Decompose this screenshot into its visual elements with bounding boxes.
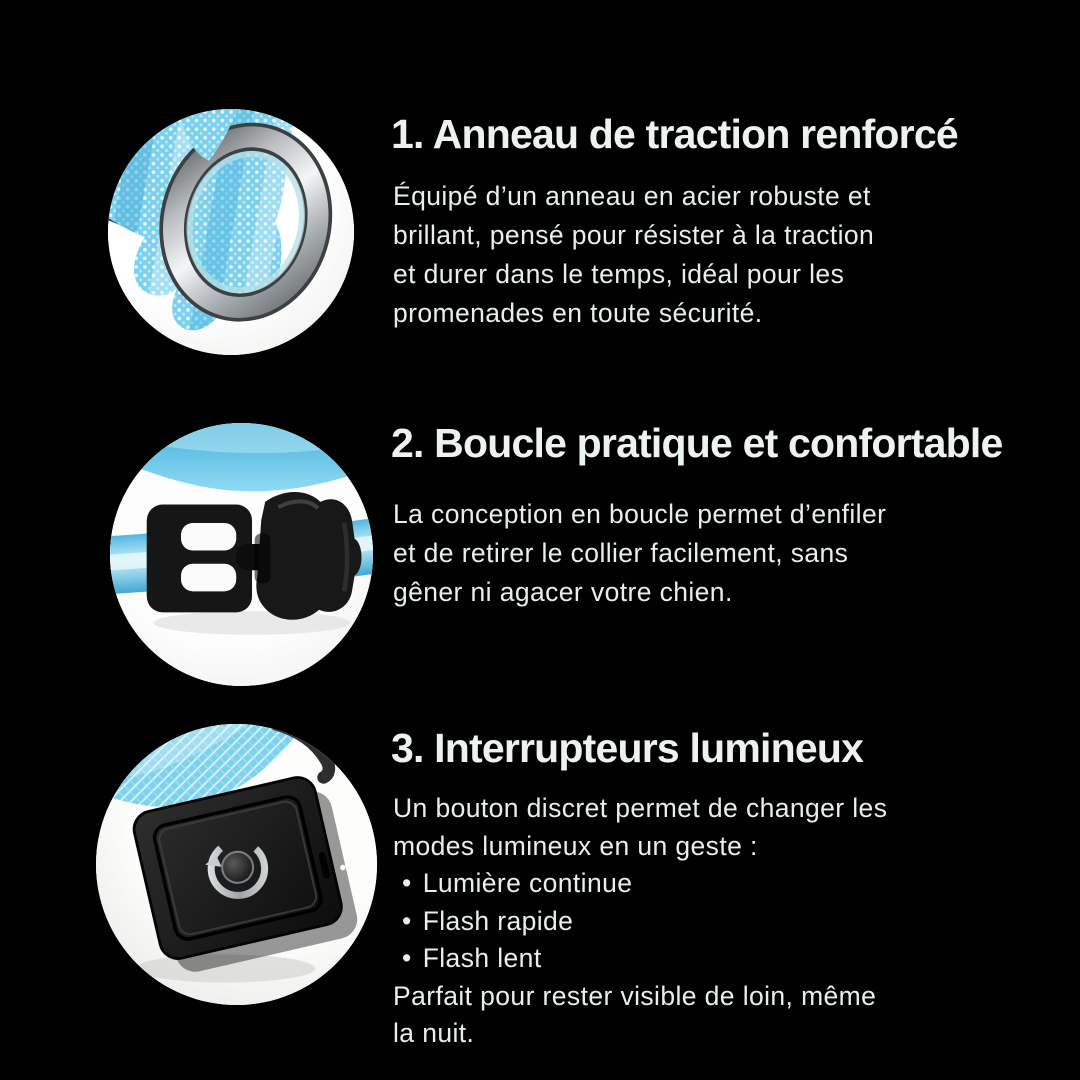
- description-line: modes lumineux en un geste :: [393, 830, 758, 861]
- bullet-item: [393, 865, 887, 903]
- bullet-label: Flash lent: [422, 943, 542, 973]
- description-line: la nuit.: [393, 1018, 475, 1048]
- feature-photo-ring: [108, 109, 354, 355]
- description-line: Équipé d’un anneau en acier robuste et: [393, 181, 871, 211]
- description-line: et de retirer le collier facilement, sans: [393, 538, 849, 568]
- feature-description-2: [393, 495, 886, 612]
- bullet-item: [393, 903, 887, 941]
- feature-heading-1: 1. Anneau de traction renforcé: [391, 111, 958, 157]
- description-line: Parfait pour rester visible de loin, même: [393, 980, 877, 1011]
- bullet-icon: •: [402, 943, 412, 973]
- bullet-label: Flash rapide: [422, 905, 574, 936]
- feature-heading-3: 3. Interrupteurs lumineux: [391, 725, 864, 771]
- bullet-label: Lumière continue: [422, 868, 633, 898]
- feature-description-3: [393, 790, 887, 1053]
- description-line: brillant, pensé pour résister à la traction: [393, 220, 875, 250]
- description-line: Un bouton discret permet de changer les: [393, 793, 888, 823]
- description-line: promenades en toute sécurité.: [393, 298, 763, 328]
- bullet-item: [393, 940, 887, 978]
- d-ring-illustration: [108, 109, 354, 355]
- feature-heading-2: 2. Boucle pratique et confortable: [391, 420, 1003, 466]
- buckle-illustration: [110, 423, 373, 686]
- description-line: La conception en boucle permet d’enfiler: [393, 499, 887, 529]
- switch-box-illustration: [96, 724, 377, 1005]
- feature-photo-switch: [96, 724, 377, 1005]
- feature-description-1: [393, 177, 874, 333]
- feature-photo-buckle: [110, 423, 373, 686]
- bullet-icon: •: [402, 868, 412, 898]
- bullet-icon: •: [402, 905, 412, 936]
- description-line: gêner ni agacer votre chien.: [393, 577, 733, 607]
- description-line: et durer dans le temps, idéal pour les: [393, 259, 845, 289]
